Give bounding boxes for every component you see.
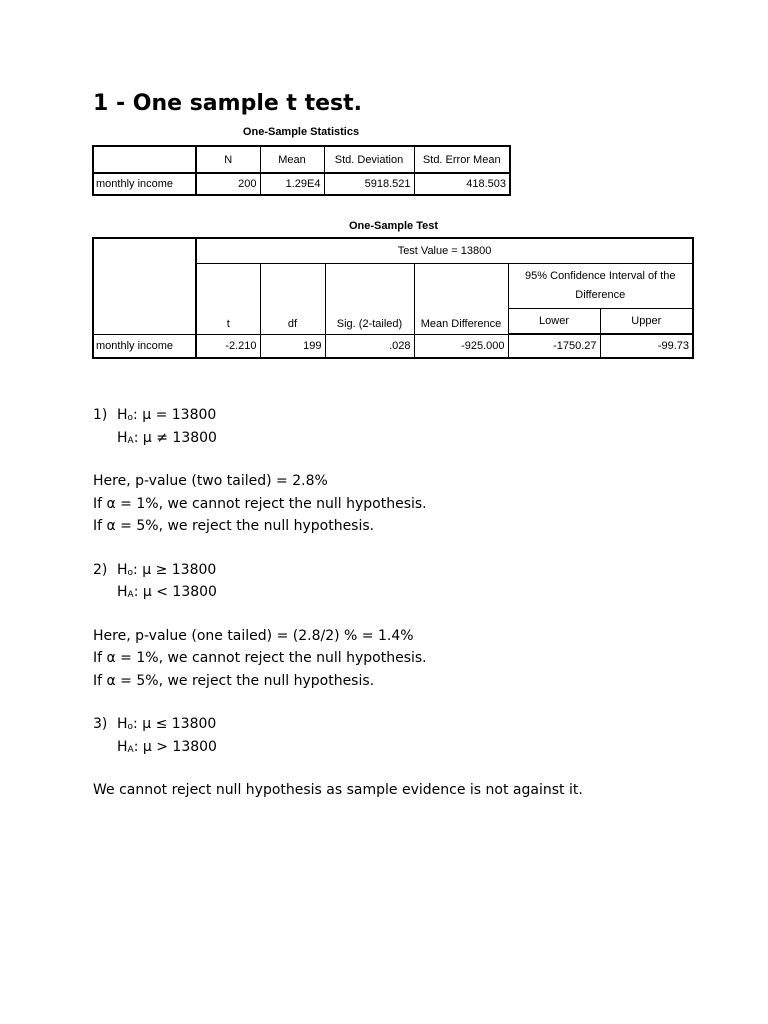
- stats-table-caption: One-Sample Statistics: [242, 126, 360, 138]
- test-header-sig: Sig. (2-tailed): [325, 263, 414, 334]
- section-2-alpha-1: If α = 1%, we cannot reject the null hypothesis.: [93, 650, 427, 666]
- stats-cell-std-deviation: 5918.521: [324, 173, 414, 195]
- section-3-h0-text: : μ ≤ 13800: [133, 716, 217, 732]
- ha-subscript: A: [127, 744, 134, 755]
- h0-letter: H: [117, 716, 128, 732]
- section-2-p-value: Here, p-value (one tailed) = (2.8/2) % = 1.4%: [93, 627, 414, 644]
- test-cell-sig: .028: [325, 334, 414, 358]
- test-cell-df: 199: [260, 334, 325, 358]
- ha-letter: H: [117, 429, 128, 446]
- stats-cell-mean: 1.29E4: [260, 173, 324, 195]
- test-header-df: df: [260, 263, 325, 334]
- h0-subscript: o: [127, 413, 134, 423]
- stats-header-std-error-mean: Std. Error Mean: [414, 146, 510, 173]
- ci-header: [508, 263, 693, 308]
- section-2-ha-text: : μ < 13800: [133, 584, 217, 600]
- h0-letter: H: [117, 407, 128, 423]
- section-1-p-value: Here, p-value (two tailed) = 2.8%: [93, 473, 328, 489]
- h0-subscript: o: [127, 567, 134, 578]
- h0-letter: H: [117, 561, 128, 578]
- test-cell-upper: -99.73: [600, 334, 693, 358]
- stats-header-mean: Mean: [260, 146, 324, 173]
- section-1-alpha-1: If α = 1%, we cannot reject the null hypothesis.: [93, 495, 427, 512]
- h0-subscript: o: [127, 722, 134, 732]
- table-row: [93, 334, 693, 358]
- section-2-h0-text: : μ ≥ 13800: [133, 561, 217, 578]
- section-3-ha-text: : μ > 13800: [133, 738, 217, 755]
- test-header-t: t: [196, 263, 260, 334]
- stats-row-label: monthly income: [93, 173, 196, 195]
- section-3-number: 3): [93, 716, 108, 732]
- ha-subscript: A: [127, 590, 134, 600]
- test-header-mean-difference: Mean Difference: [414, 263, 508, 334]
- stats-header-std-deviation: Std. Deviation: [324, 146, 414, 173]
- section-1-alpha-5: If α = 5%, we reject the null hypothesis.: [93, 518, 375, 534]
- ci-header-line2: Difference: [575, 288, 626, 301]
- test-header-lower: Lower: [508, 308, 600, 334]
- section-2-number: 2): [93, 561, 108, 578]
- stats-header-n: N: [196, 146, 260, 173]
- ha-letter: H: [117, 584, 128, 600]
- test-table-caption: One-Sample Test: [348, 220, 439, 232]
- test-header-blank: [93, 238, 196, 334]
- one-sample-statistics-table: [92, 145, 511, 196]
- test-header-upper: Upper: [600, 308, 693, 334]
- section-1-h0: [93, 404, 733, 427]
- section-2-ha: [93, 581, 733, 604]
- one-sample-test-table: [92, 237, 694, 359]
- stats-header-blank: [93, 146, 196, 173]
- section-1-ha-text: : μ ≠ 13800: [133, 429, 217, 446]
- section-3-conclusion: We cannot reject null hypothesis as sample evidence is not against it.: [93, 782, 583, 798]
- test-cell-t: -2.210: [196, 334, 260, 358]
- ha-letter: H: [117, 738, 128, 755]
- test-row-label: monthly income: [93, 334, 196, 358]
- section-2-h0: [93, 559, 733, 582]
- stats-cell-n: 200: [196, 173, 260, 195]
- ha-subscript: A: [127, 435, 134, 446]
- section-1-ha: [93, 427, 733, 450]
- ci-header-line1: 95% Confidence Interval of the: [525, 269, 676, 282]
- section-3-ha: [93, 736, 733, 759]
- test-cell-mean-difference: -925.000: [414, 334, 508, 358]
- test-value-header: Test Value = 13800: [196, 238, 693, 263]
- table-row: [93, 173, 510, 195]
- section-3-h0: [93, 713, 733, 736]
- page-title: 1 - One sample t test.: [93, 91, 363, 116]
- stats-cell-std-error-mean: 418.503: [414, 173, 510, 195]
- hypothesis-discussion: [93, 404, 733, 802]
- section-1-number: 1): [93, 407, 108, 423]
- section-1-h0-text: : μ = 13800: [133, 407, 217, 423]
- section-2-alpha-5: If α = 5%, we reject the null hypothesis.: [93, 672, 375, 689]
- test-cell-lower: -1750.27: [508, 334, 600, 358]
